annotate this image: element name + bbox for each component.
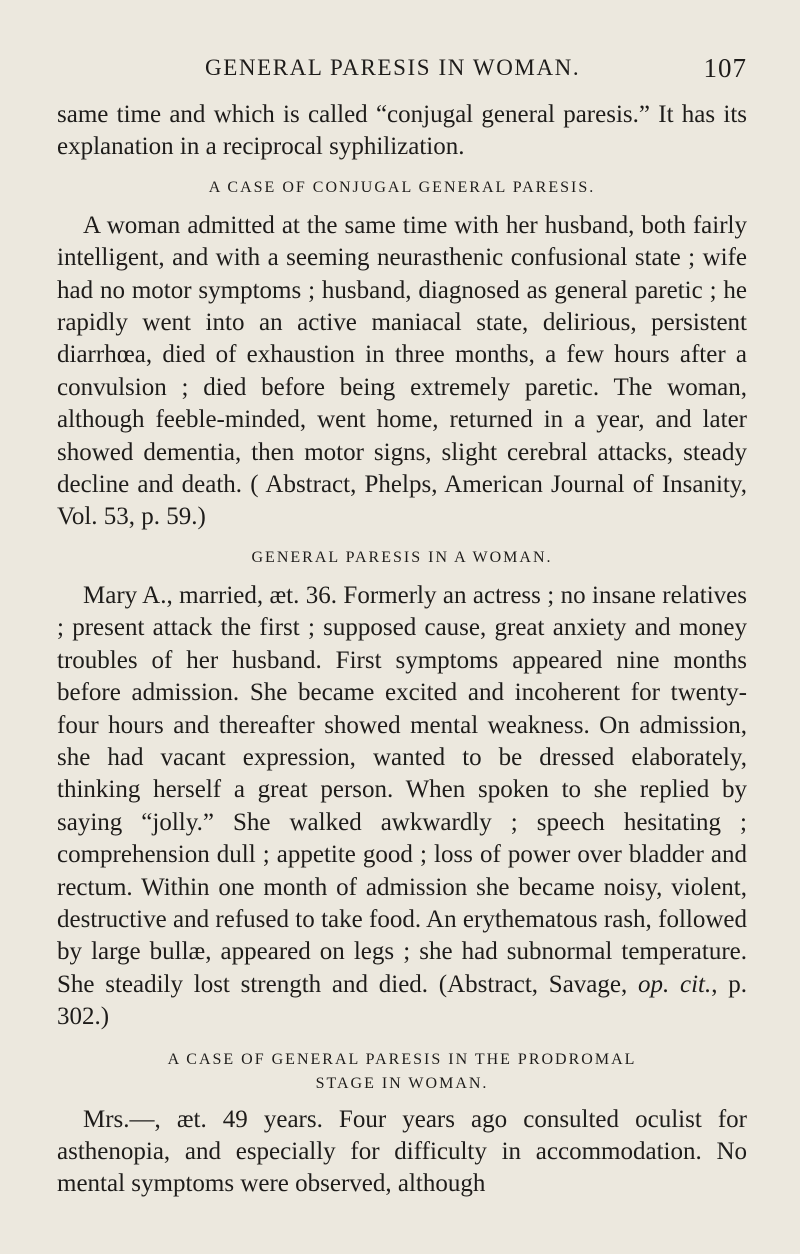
case2-italic-reference: op. cit. xyxy=(638,970,712,998)
case3-heading-line1: A CASE OF GENERAL PARESIS IN THE PRODROMAL xyxy=(167,1050,637,1068)
case2-text: Mary A., married, æt. 36. Formerly an actress ; no insane relatives ; present attack the first ; supposed cause, great anxiety and money troubles of her husband. First symptoms appeared nine months before admission. She became excited and incoherent for twenty-four hours and thereafter showed mental weakness. On admission, she had vacant expression, wanted to be dressed elaborately, thinking herself a great person. When spoken to she replied by saying “jolly.” She walked awkwardly ; speech hesitating ; comprehension dull ; appetite good ; loss of power over bladder and rectum. Within one month of admission she became noisy, violent, destructive and refused to take food. An erythematous rash, followed by large bullæ, appeared on legs ; she had subnormal temperature. She steadily lost strength and died. (Abstract, Savage, xyxy=(57,581,747,998)
case3-heading xyxy=(57,1048,747,1096)
running-title: GENERAL PARESIS IN WOMAN. xyxy=(205,55,581,80)
intro-paragraph: same time and which is called “conjugal general paresis.” It has its explanation in a reciprocal syphilization. xyxy=(57,101,747,161)
running-head xyxy=(57,55,747,99)
page-number: 107 xyxy=(703,53,747,83)
case2-paragraph xyxy=(57,580,747,1034)
case3-heading-line2: STAGE IN WOMAN. xyxy=(315,1074,489,1092)
case1-paragraph: A woman admitted at the same time with her husband, both fairly intelligent, and with a seeming neurasthenic confusional state ; wife had no motor symptoms ; husband, diagnosed as general paretic ; he rapidly went into an active maniacal state, delirious, persistent diarrhœa, died of exhaustion in three months, a few hours after a convulsion ; died before being extremely paretic. The woman, although feeble-minded, went home, returned in a year, and later showed dementia, then motor signs, slight cerebral attacks, steady decline and death. ( Abstract, Phelps, American Journal of Insanity, Vol. 53, p. 59.) xyxy=(57,211,747,531)
book-page xyxy=(57,55,747,1201)
case2-heading: GENERAL PARESIS IN A WOMAN. xyxy=(251,548,553,566)
case1-heading: A CASE OF CONJUGAL GENERAL PARESIS. xyxy=(208,178,596,196)
case3-paragraph: Mrs.—, æt. 49 years. Four years ago consulted oculist for asthenopia, and especially for difficulty in accommodation. No mental symptoms were observed, although xyxy=(57,1105,747,1198)
case2-text-end: , p. 302.) xyxy=(57,970,747,1031)
